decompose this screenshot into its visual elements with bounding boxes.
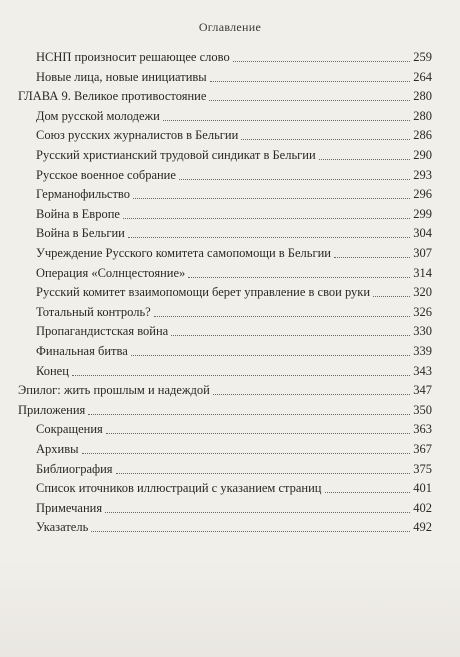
toc-section-entry [36,440,432,458]
toc-entry-title: Русское военное собрание [36,167,176,182]
toc-section-entry [36,342,432,360]
toc-page-number: 307 [413,246,432,260]
dot-leader [116,472,411,474]
toc-entry-title: Дом русской молодежи [36,108,160,123]
toc-page-number: 326 [413,304,432,319]
toc-page-number: 286 [413,128,432,143]
toc-entry-title: Архивы [36,442,79,456]
toc-page-number: 401 [413,481,432,496]
toc-section-entry [36,303,432,321]
toc-page-number: 350 [413,402,432,417]
toc-entry-title: НСНП произносит решающее слово [36,50,230,64]
dot-leader [241,138,410,140]
toc-section-entry [36,205,432,223]
toc-page-number: 363 [413,422,432,437]
dot-leader [325,491,411,493]
toc-entry-title: Конец [36,363,69,378]
toc-entry-title: Германофильство [36,187,131,202]
toc-section-entry [36,499,432,517]
dot-leader [213,393,410,395]
page-title: Оглавление [198,20,262,34]
toc-entry-title: ГЛАВА 9. Великое противостояние [18,89,207,104]
toc-chapter-entry [18,87,432,105]
toc-page-number: 293 [413,167,432,182]
toc-entry-title: Новые лица, новые инициативы [36,69,207,84]
toc-section-entry [36,68,432,86]
toc-section-entry [36,460,432,478]
toc-section-entry [36,107,432,125]
scan-shading [0,560,460,657]
toc-entry-title: Тотальный контроль? [36,304,151,319]
toc-section-entry [36,244,432,262]
dot-leader [131,354,410,356]
dot-leader [82,452,411,454]
toc-page-number: 375 [413,461,432,476]
dot-leader [373,295,410,297]
toc-section-entry [36,185,432,203]
toc-section-entry [36,322,432,340]
toc-page-number: 402 [413,500,432,515]
dot-leader [163,119,410,121]
toc-entry-title: Финальная битва [36,344,128,358]
toc-page-number: 299 [413,206,432,221]
toc-section-entry [36,420,432,438]
toc-entry-title: Список иточников иллюстраций с указанием страниц [36,481,322,496]
toc-section-entry [36,283,432,301]
toc-page-number: 314 [413,265,432,280]
dot-leader [334,256,410,258]
toc-page-number: 367 [413,442,432,456]
dot-leader [188,276,410,278]
toc-entry-title: Русский комитет взаимопомощи берет управление в свои руки [36,285,371,300]
toc-entry-title: Русский христианский трудовой синдикат в Бельгии [36,148,316,162]
toc-page-number: 330 [413,324,432,339]
dot-leader [319,158,411,160]
toc-entry-title: Союз русских журналистов в Бельгии [36,128,239,143]
toc-entry-title: Учреждение Русского комитета самопомощи в Бельгии [36,246,331,260]
toc-page-number: 320 [413,285,432,300]
toc-page-number: 296 [413,187,432,202]
dot-leader [209,99,410,101]
toc-entry-title: Эпилог: жить прошлым и надеждой [18,383,210,398]
dot-leader [133,197,410,199]
toc-section-entry [36,518,432,536]
toc-page-number: 304 [413,226,432,241]
toc-entry-title: Война в Бельгии [36,226,125,241]
toc-chapter-entry [18,401,432,419]
toc-section-entry [36,126,432,144]
dot-leader [72,374,410,376]
toc-section-entry [36,362,432,380]
toc-page-number: 280 [413,108,432,123]
toc-entry-title: Примечания [36,500,103,515]
dot-leader [171,334,410,336]
toc-page-number: 280 [413,89,432,104]
toc-section-entry [36,166,432,184]
toc-section-entry [36,264,432,282]
toc-chapter-entry [18,381,432,399]
toc-page-number: 264 [413,69,432,84]
dot-leader [91,530,410,532]
dot-leader [210,80,411,82]
toc-entry-title: Пропагандистская война [36,324,169,339]
toc-entry-title: Война в Европе [36,206,120,221]
toc-section-entry [36,224,432,242]
toc-page-number: 259 [413,50,432,64]
toc-section-entry [36,48,432,66]
toc-page-number: 290 [413,148,432,162]
dot-leader [123,217,410,219]
toc-page-number: 343 [413,363,432,378]
dot-leader [154,315,411,317]
toc-section-entry [36,146,432,164]
toc-page-number: 347 [413,383,432,398]
dot-leader [105,511,410,513]
dot-leader [88,413,410,415]
toc-page-number: 339 [413,344,432,358]
toc-entry-title: Библиография [36,461,113,476]
dot-leader [233,60,411,62]
toc-entry-title: Операция «Солнцестояние» [36,265,186,280]
dot-leader [106,432,410,434]
toc-page-number: 492 [413,520,432,535]
toc-entry-title: Сокращения [36,422,103,437]
toc-entry-title: Указатель [36,520,89,535]
dot-leader [128,236,410,238]
toc-section-entry [36,479,432,497]
dot-leader [179,178,410,180]
toc-entry-title: Приложения [18,402,86,417]
